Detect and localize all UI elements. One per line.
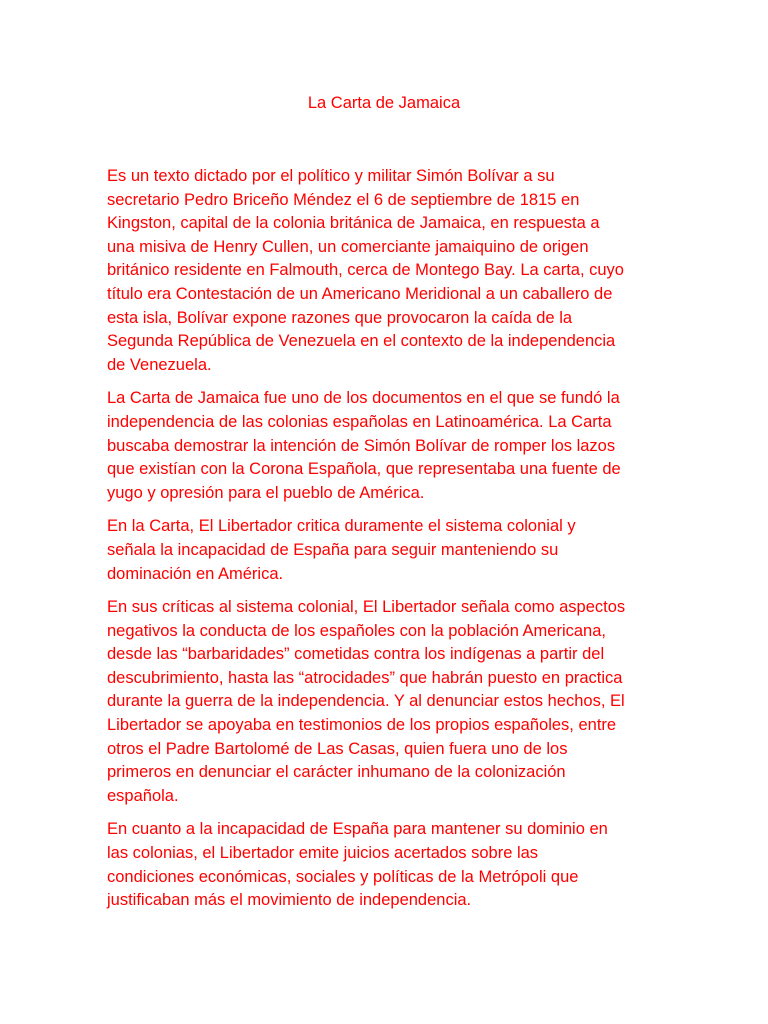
paragraph-4: En sus críticas al sistema colonial, El Libertador señala como aspectos negativos la conducta de los españoles con la población Americana, desde las “barbaridades” cometidas contra los indígenas a partir del descubrimiento, hasta las “atrocidades” que habrán puesto en practica durante la guerra de la independencia. Y al denunciar estos hechos, El Libertador se apoyaba en testimonios de los propios españoles, entre otros el Padre Bartolomé de Las Casas, quien fuera uno de los primeros en denunciar el carácter inhumano de la colonización española. [107,598,626,805]
paragraph-1: Es un texto dictado por el político y militar Simón Bolívar a su secretario Pedro Briceño Méndez el 6 de septiembre de 1815 en Kingston, capital de la colonia británica de Jamaica, en respuesta a una misiva de Henry Cullen, un comerciante jamaiquino de origen británico residente en Falmouth, cerca de Montego Bay. La carta, cuyo título era Contestación de un Americano Meridional a un caballero de esta isla, Bolívar expone razones que provocaron la caída de la Segunda República de Venezuela en el contexto de la independencia de Venezuela. [107,167,624,374]
paragraph-3: En la Carta, El Libertador critica duramente el sistema colonial y señala la incapacidad de España para seguir manteniendo su dominación en América. [107,517,576,583]
document-body [107,165,667,923]
paragraph-5: En cuanto a la incapacidad de España para mantener su dominio en las colonias, el Libertador emite juicios acertados sobre las condiciones económicas, sociales y políticas de la Metrópoli que justificaban más el movimiento de independencia. [107,820,608,910]
paragraph-2: La Carta de Jamaica fue uno de los documentos en el que se fundó la independencia de las colonias españolas en Latinoamérica. La Carta buscaba demostrar la intención de Simón Bolívar de romper los lazos que existían con la Corona Española, que representaba una fuente de yugo y opresión para el pueblo de América. [107,389,621,502]
document-title: La Carta de Jamaica [307,94,461,112]
